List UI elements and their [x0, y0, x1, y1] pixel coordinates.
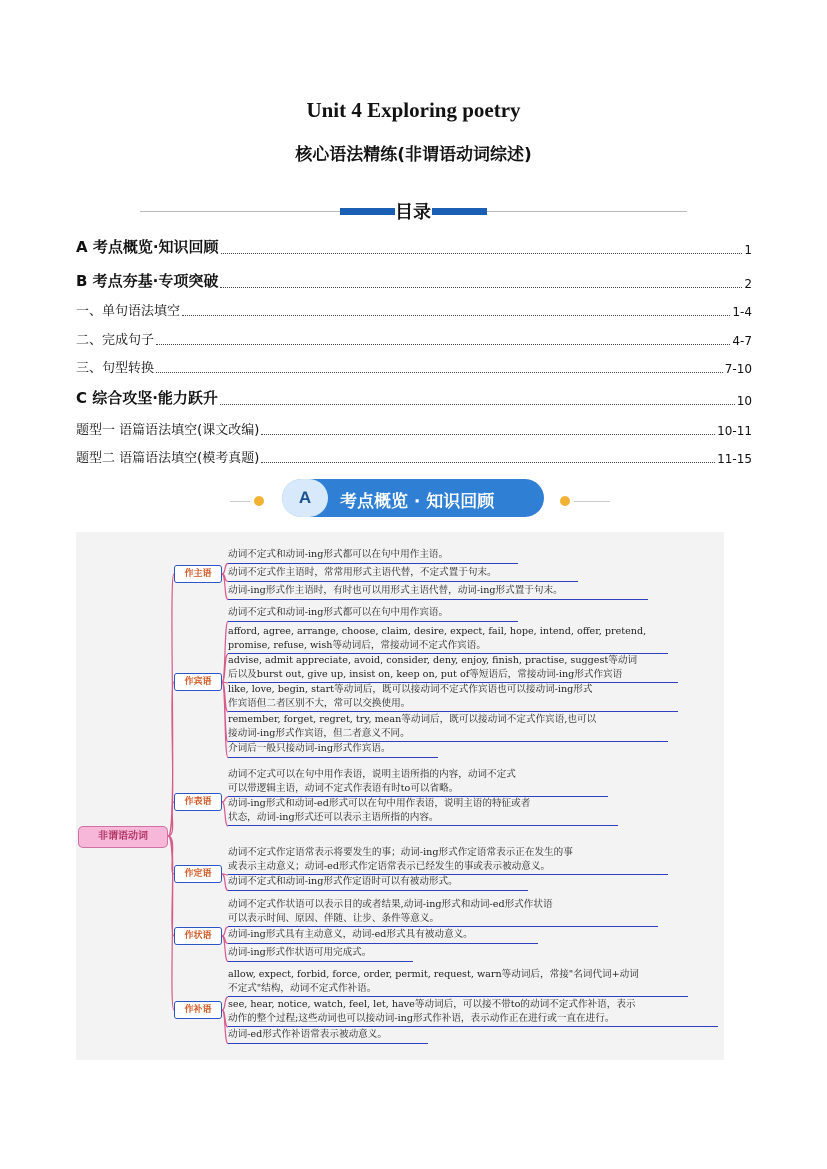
toc-entry-page: 10-11: [717, 424, 752, 438]
document-subtitle: 核心语法精练(非谓语动词综述): [295, 145, 532, 165]
toc-entry[interactable]: [76, 300, 752, 319]
mindmap-leaf: 动词-ed形式作补语常表示被动意义。: [228, 1028, 428, 1044]
toc-entry[interactable]: [76, 357, 752, 376]
mindmap-leaf: 动词-ing形式作主语时，有时也可以用形式主语代替，动词-ing形式置于句末。: [228, 584, 648, 600]
toc-entry-label: A 考点概览·知识回顾: [76, 238, 219, 256]
mindmap-leaf: 动词不定式和动词-ing形式作定语时可以有被动形式。: [228, 875, 528, 891]
toc-entry[interactable]: [76, 387, 752, 408]
mindmap-leaf: remember, forget, regret, try, mean等动词后，既可以接动词不定式作宾语,也可以 接动词-ing形式作宾语，但二者意义不同。: [228, 713, 668, 742]
toc-entry-page: 1-4: [732, 305, 752, 319]
toc-entry-page: 7-10: [724, 362, 752, 376]
mindmap-leaf: 动词不定式和动词-ing形式都可以在句中用作宾语。: [228, 606, 518, 622]
toc-entry-page: 1: [744, 243, 752, 257]
mindmap-root: 非谓语动词: [78, 826, 168, 848]
document-title: Unit 4 Exploring poetry: [306, 98, 521, 122]
mindmap-leaf: advise, admit appreciate, avoid, consider, deny, enjoy, finish, practise, suggest等动词 后以及burst out, give up, insist on, keep on, put of等短语后，常接动词-ing形式作宾语: [228, 654, 678, 683]
toc-entry-label: 三、句型转换: [76, 361, 155, 376]
mindmap-leaf: 介词后一般只接动词-ing形式作宾语。: [228, 742, 438, 758]
mindmap-leaf: 动词不定式作定语常表示将要发生的事；动词-ing形式作定语常表示正在发生的事 或表示主动意义；动词-ed形式作定语常表示已经发生的事或表示被动意义。: [228, 846, 668, 875]
toc-leader-dots: [182, 315, 730, 316]
mindmap-leaf: 动词不定式可以在句中用作表语，说明主语所指的内容，动词不定式 可以带逻辑主语，动词不定式作表语有时to可以省略。: [228, 768, 608, 797]
toc-leader-dots: [156, 344, 730, 345]
toc-entry-page: 10: [736, 394, 752, 408]
toc-entry-label: 二、完成句子: [76, 333, 155, 348]
toc-entry-label: B 考点夯基·专项突破: [76, 272, 219, 290]
mindmap-leaf: 动词-ing形式和动词-ed形式可以在句中用作表语，说明主语的特征或者 状态，动词-ing形式还可以表示主语所指的内容。: [228, 797, 618, 826]
mindmap-leaf: 动词-ing形式作状语可用完成式。: [228, 946, 413, 962]
branch-label: 作表语: [174, 793, 222, 811]
toc-entry[interactable]: [76, 419, 752, 438]
toc-leader-dots: [220, 287, 742, 288]
mindmap-leaf: afford, agree, arrange, choose, claim, desire, expect, fail, hope, intend, offer, pretend, promise, refuse, wish等动词后，常接动词不定式作宾语。: [228, 625, 668, 654]
branch-label: 作宾语: [174, 673, 222, 691]
mindmap-leaf: like, love, begin, start等动词后，既可以接动词不定式作宾语也可以接动词-ing形式 作宾语但二者区别不大，常可以交换使用。: [228, 683, 678, 712]
mindmap-leaf: allow, expect, forbid, force, order, permit, request, warn等动词后，常接"名词代词+动词 不定式"结构，动词不定式作补语。: [228, 968, 688, 997]
toc-leader-dots: [220, 404, 735, 405]
mindmap-leaf: 动词-ing形式具有主动意义，动词-ed形式具有被动意义。: [228, 928, 538, 944]
toc-entry[interactable]: [76, 329, 752, 348]
toc-leader-dots: [261, 462, 715, 463]
toc-entry-label: C 综合攻坚·能力跃升: [76, 389, 218, 407]
toc-entry[interactable]: [76, 236, 752, 257]
toc-entry[interactable]: [76, 270, 752, 291]
toc-entry-page: 4-7: [732, 334, 752, 348]
mindmap-leaf: 动词不定式和动词-ing形式都可以在句中用作主语。: [228, 548, 518, 564]
toc-leader-dots: [261, 434, 715, 435]
toc-heading: [140, 200, 687, 222]
section-title: 考点概览 · 知识回顾: [340, 492, 495, 512]
toc-entry-label: 题型二 语篇语法填空(模考真题): [76, 451, 260, 466]
toc-heading-label: 目录: [395, 202, 431, 223]
mindmap-leaf: 动词不定式作主语时，常常用形式主语代替，不定式置于句末。: [228, 566, 578, 582]
section-banner: [230, 479, 610, 519]
toc-entry-label: 一、单句语法填空: [76, 304, 181, 319]
section-letter: A: [282, 479, 328, 517]
branch-label: 作补语: [174, 1001, 222, 1019]
branch-label: 作状语: [174, 927, 222, 945]
toc-entry-label: 题型一 语篇语法填空(课文改编): [76, 423, 260, 438]
toc-leader-dots: [156, 372, 723, 373]
toc-leader-dots: [221, 253, 743, 254]
toc-entry[interactable]: [76, 447, 752, 466]
grammar-mindmap: [76, 532, 724, 1060]
toc-entry-page: 2: [744, 277, 752, 291]
branch-label: 作主语: [174, 565, 222, 583]
mindmap-leaf: see, hear, notice, watch, feel, let, have等动词后，可以接不带to的动词不定式作补语，表示 动作的整个过程;这些动词也可以接动词-ing形式作补语，表示动作正在进行或一直在进行。: [228, 998, 718, 1027]
branch-label: 作定语: [174, 865, 222, 883]
mindmap-leaf: 动词不定式作状语可以表示目的或者结果,动词-ing形式和动词-ed形式作状语 可以表示时间、原因、伴随、让步、条件等意义。: [228, 898, 658, 927]
toc-entry-page: 11-15: [717, 452, 752, 466]
